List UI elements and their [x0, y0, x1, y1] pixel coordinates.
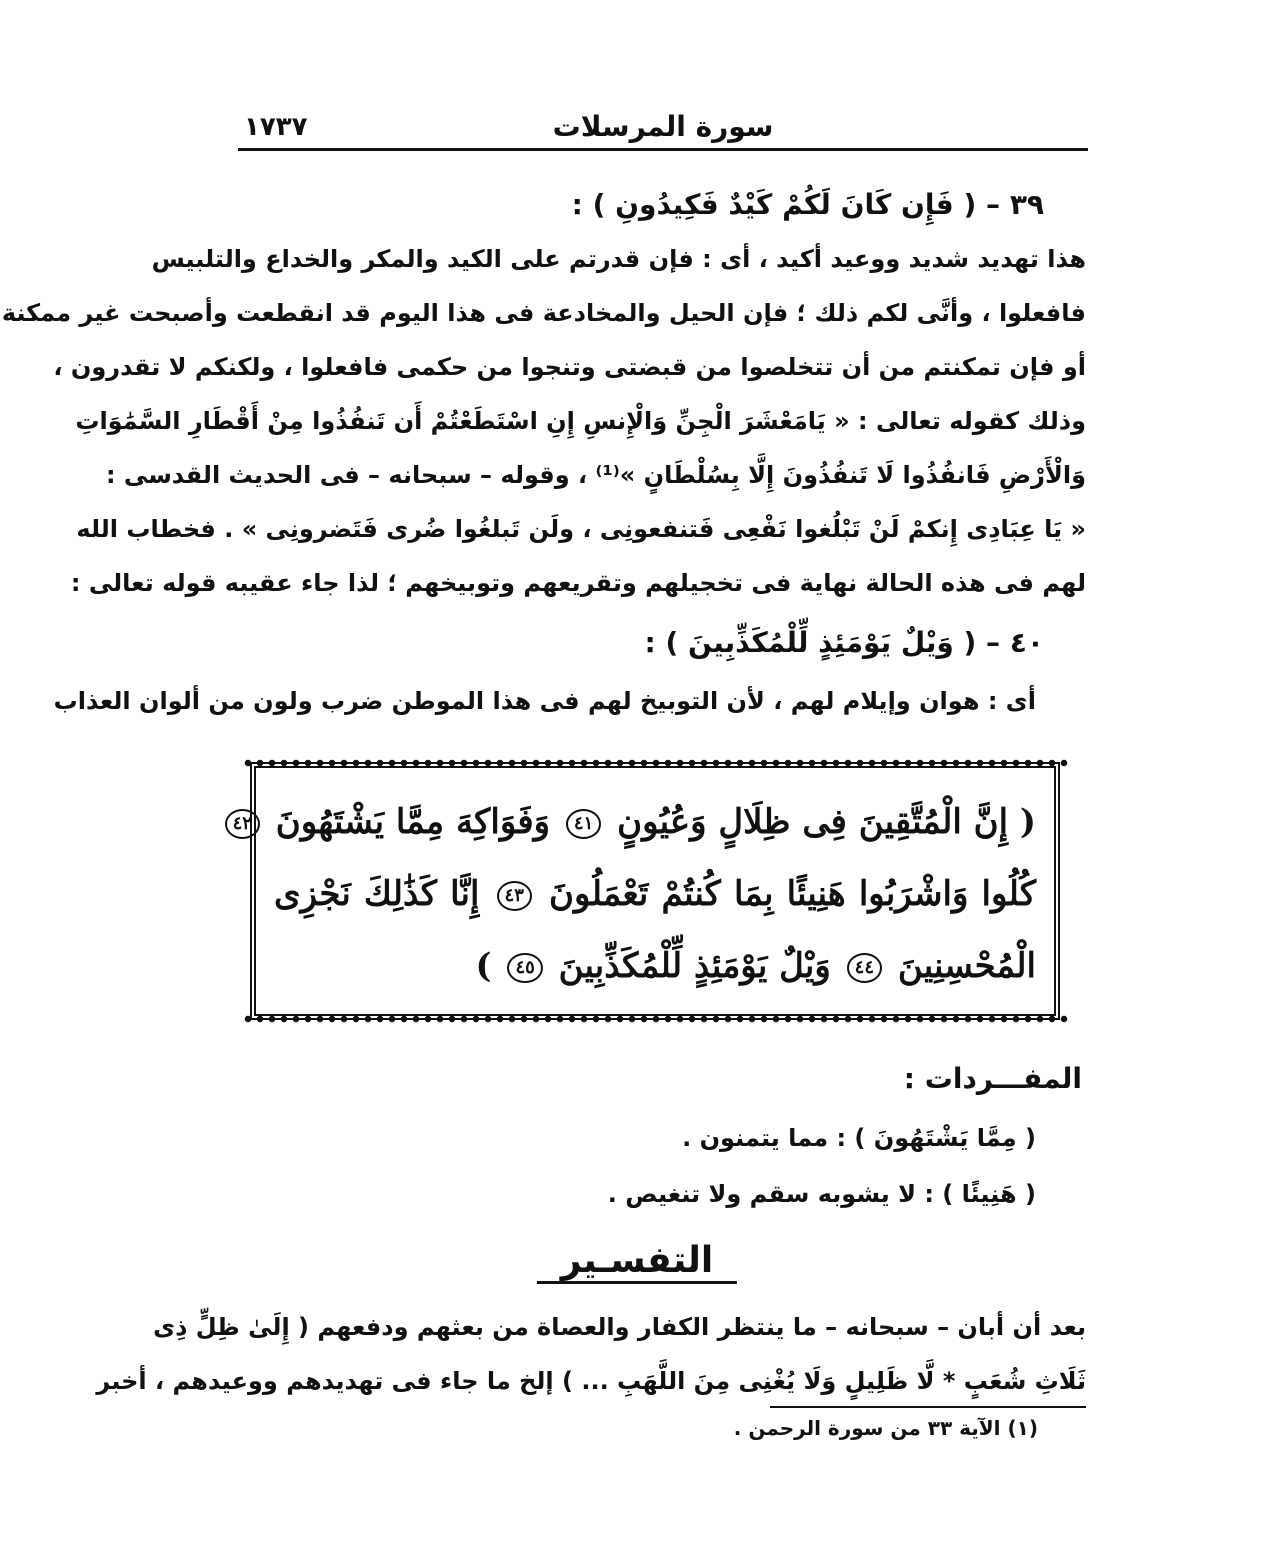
page-header	[238, 104, 1088, 151]
footnote: (١) الآية ٣٣ من سورة الرحمن .	[733, 1416, 1038, 1440]
vocabulary-item: ( مِمَّا يَشْتَهُونَ ) : مما يتمنون .	[682, 1124, 1036, 1152]
frame-border-ornament	[242, 1014, 1068, 1024]
page-number: ١٧٣٧	[244, 112, 308, 142]
quran-line	[274, 858, 1036, 930]
frame-border-ornament	[242, 758, 1068, 768]
verse-text: الْمُحْسِنِينَ	[897, 946, 1036, 986]
text-line: فافعلوا ، وأنَّى لكم ذلك ؛ فإن الحيل والمخادعة فى هذا اليوم قد انقطعت وأصبحت غير ممكنة	[1, 299, 1086, 327]
tafsir-heading	[0, 1240, 1274, 1281]
text-line: بعد أن أبان – سبحانه – ما ينتظر الكفار والعصاة من بعثهم ودفعهم ( إِلَىٰ ظِلٍّ ذِى	[153, 1313, 1086, 1341]
text-line: أى : هوان وإيلام لهم ، لأن التوبيخ لهم فى هذا الموطن ضرب ولون من ألوان العذاب	[53, 687, 1036, 715]
footnote-divider	[770, 1406, 1086, 1408]
verse-40-commentary	[53, 674, 1036, 728]
vocabulary-item: ( هَنِيئًا ) : لا يشوبه سقم ولا تنغيص .	[607, 1180, 1036, 1208]
text-line: هذا تهديد شديد ووعيد أكيد ، أى : فإن قدرتم على الكيد والمكر والخداع والتلبيس	[151, 245, 1086, 273]
verse-number-42: ٤٢	[225, 809, 260, 839]
text-line: لهم فى هذه الحالة نهاية فى تخجيلهم وتقريعهم وتوبيخهم ؛ لذا جاء عقيبه قوله تعالى :	[70, 569, 1086, 597]
tafsir-heading-text: التفسـير	[537, 1240, 738, 1284]
vocabulary-heading: المفـــردات :	[903, 1062, 1082, 1095]
verse-number-44: ٤٤	[847, 953, 882, 983]
verse-number-45: ٤٥	[507, 953, 542, 983]
surah-title: سورة المرسلات	[552, 110, 774, 143]
text-line: « يَا عِبَادِى إِنكمْ لَنْ تَبْلُغوا نَفْعِى فَتنفعونِى ، ولَن تَبلغُوا ضُرى فَتَضرونِى » . فخطاب الله	[76, 515, 1086, 543]
verse-text: وَيْلٌ يَوْمَئِذٍ لِّلْمُكَذِّبِينَ	[558, 946, 831, 986]
text-line: ثَلَاثِ شُعَبٍ * لَّا ظَلِيلٍ وَلَا يُغْنِى مِنَ اللَّهَبِ ... ) إلخ ما جاء فى تهديدهم ووعيدهم ، أخبر	[96, 1367, 1086, 1395]
text-line: أو فإن تمكنتم من أن تتخلصوا من قبضتى وتنجوا من حكمى فافعلوا ، ولكنكم لا تقدرون ،	[53, 353, 1086, 381]
text-line: وَالْأَرْضِ فَانفُذُوا لَا تَنفُذُونَ إِلَّا بِسُلْطَانٍ »⁽¹⁾ ، وقوله – سبحانه – فى الحديث القدسى :	[105, 461, 1086, 489]
bracket-open: (	[1019, 802, 1036, 842]
verse-39-heading: ٣٩ – ( فَإِن كَانَ لَكُمْ كَيْدٌ فَكِيدُونِ ) :	[571, 188, 1044, 221]
verse-number-43: ٤٣	[497, 881, 532, 911]
quran-verses-frame	[232, 762, 1060, 1020]
verse-text: وَفَوَاكِهَ مِمَّا يَشْتَهُونَ	[275, 802, 551, 842]
tafsir-text	[96, 1300, 1086, 1408]
verse-39-commentary	[1, 232, 1086, 610]
bracket-close: )	[475, 946, 492, 986]
verse-40-heading: ٤٠ – ( وَيْلٌ يَوْمَئِذٍ لِّلْمُكَذِّبِينَ ) :	[644, 626, 1044, 659]
text-line: وذلك كقوله تعالى : « يَامَعْشَرَ الْجِنِّ وَالْإِنسِ إِنِ اسْتَطَعْتُمْ أَن تَنفُذُوا مِنْ أَقْطَارِ السَّمَٰوَاتِ	[75, 407, 1086, 435]
quran-line	[232, 786, 1036, 858]
quran-line	[274, 930, 1036, 1002]
verse-number-41: ٤١	[566, 809, 601, 839]
verse-text: إِنَّا كَذَٰلِكَ نَجْزِى	[274, 874, 480, 914]
verse-text: كُلُوا وَاشْرَبُوا هَنِيئًا بِمَا كُنتُمْ تَعْمَلُونَ	[549, 874, 1036, 914]
quran-verses	[232, 786, 1036, 1002]
verse-text: إِنَّ الْمُتَّقِينَ فِى ظِلَالٍ وَعُيُونٍ	[617, 802, 1009, 842]
